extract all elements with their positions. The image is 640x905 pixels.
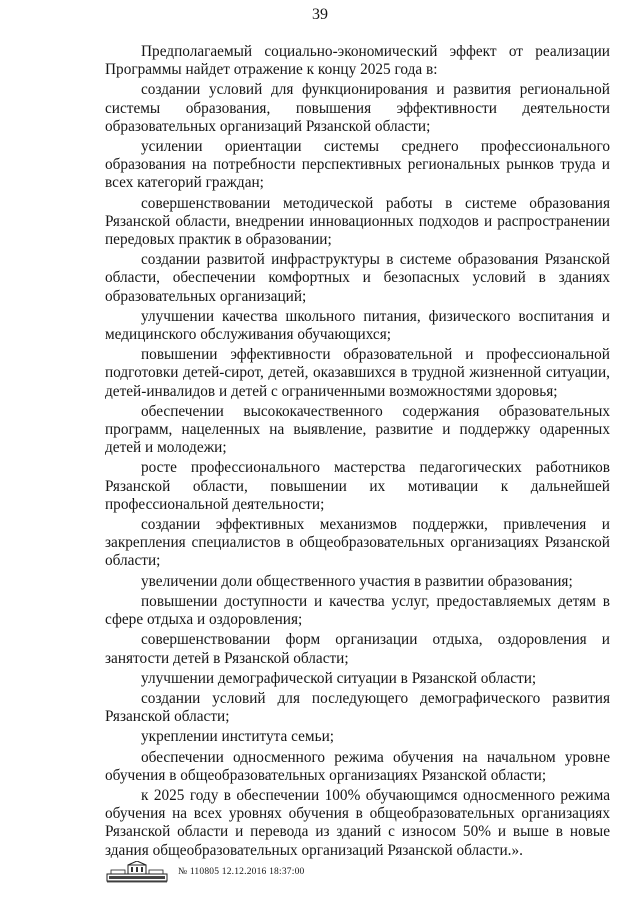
paragraph: обеспечении односменного режима обучения на начальном уровне обучения в общеобразовательных организациях Рязанской области; (105, 748, 610, 784)
paragraph: создании условий для последующего демографического развития Рязанской области; (105, 689, 610, 726)
document-stamp (106, 861, 304, 883)
paragraph: улучшении демографической ситуации в Рязанской области; (141, 669, 537, 687)
document-body (105, 43, 610, 862)
paragraph: создании условий для функционирования и развития региональной системы образования, повышения эффективности деятельности образовательных организаций Рязанской области; (105, 81, 610, 135)
paragraph: повышении эффективности образовательной и профессиональной подготовки детей-сирот, детей, оказавшихся в трудной жизненной ситуации, детей-инвалидов и детей с ограниченными возможностями здоровья; (105, 346, 610, 400)
paragraph: совершенствовании методической работы в системе образования Рязанской области, внедрении инновационных подходов и распространении передовых практик в образовании; (105, 194, 610, 249)
paragraph: к 2025 году в обеспечении 100% обучающимся односменного режима обучения на всех уровнях обучения в общеобразовательных организациях Рязанской области и перевода из зданий с износом 50% и выше в новые здания общеобразовательных организаций Рязанской области.». (105, 786, 610, 859)
paragraph: увеличении доли общественного участия в развитии образования; (141, 572, 573, 590)
page-number: 39 (312, 6, 328, 23)
paragraph: совершенствовании форм организации отдыха, оздоровления и занятости детей в Рязанской области; (105, 631, 610, 667)
paragraph: укреплении института семьи; (141, 728, 335, 746)
paragraph: росте профессионального мастерства педагогических работников Рязанской области, повышении их мотивации к дальнейшей профессиональной деятельности; (105, 459, 610, 513)
paragraph: создании эффективных механизмов поддержки, привлечения и закрепления специалистов в общеобразовательных организациях Рязанской области; (105, 516, 610, 570)
paragraph: Предполагаемый социально-экономический эффект от реализации Программы найдет отражение к концу 2025 года в: (105, 43, 610, 79)
paragraph: улучшении качества школьного питания, физического воспитания и медицинского обслуживания обучающихся; (105, 307, 610, 344)
paragraph: создании развитой инфраструктуры в системе образования Рязанской области, обеспечении комфортных и безопасных условий в зданиях образовательных организаций; (105, 251, 610, 305)
registration-stamp-text: № 110805 12.12.2016 18:37:00 (178, 867, 305, 877)
paragraph: повышении доступности и качества услуг, предоставляемых детям в сфере отдыха и оздоровления; (105, 592, 610, 629)
paragraph: усилении ориентации системы среднего профессионального образования на потребности перспективных региональных рынков труда и всех категорий граждан; (105, 138, 610, 192)
government-building-seal-icon (106, 861, 168, 883)
paragraph: обеспечении высококачественного содержания образовательных программ, нацеленных на выявление, развитие и поддержку одаренных детей и молодежи; (105, 402, 610, 457)
